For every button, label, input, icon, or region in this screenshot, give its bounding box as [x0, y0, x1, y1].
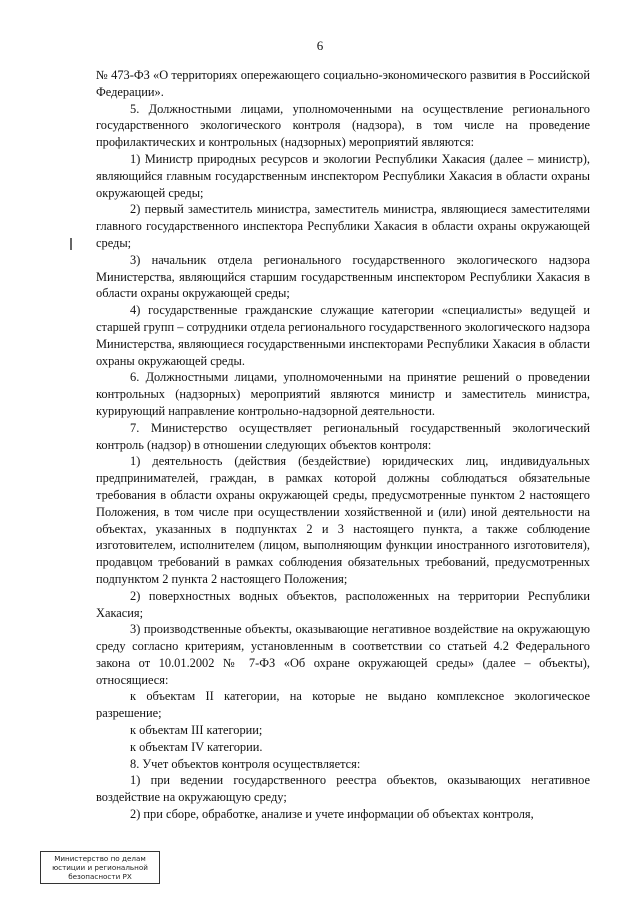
- paragraph-subitem: 1) деятельность (действия (бездействие) юридических лиц, индивидуальных предпринимателей, граждан, в рамках которой должны соблюдаться обязательные требования в области охраны окружающей среды, предусмотренные пунктом 2 настоящего Положения, в том числе при осуществлении хозяйственной и (или) иной деятельности на объектах, указанных в подпунктах 2 и 3 настоящего пункта, а также соблюдение изготовителем, исполнителем (лицом, выполняющим функции иностранного изготовителя), продавцом требований в рамках соблюдения обязательных требований, предусмотренных подпунктом 2 пункта 2 настоящего Положения;: [96, 454, 590, 586]
- paragraph-subitem: 4) государственные гражданские служащие категории «специалисты» ведущей и старшей групп – сотрудники отдела регионального государственного экологического надзора Министерства, являющиеся государственными инспекторами Республики Хакасия в области охраны окружающей среды.: [96, 303, 590, 368]
- paragraph-subitem: 2) первый заместитель министра, заместитель министра, являющиеся заместителями главного государственного инспектора Республики Хакасия в области охраны окружающей среды;: [96, 202, 590, 250]
- stamp-line: Министерство по делам: [54, 854, 146, 863]
- paragraph-category: к объектам IV категории.: [130, 739, 263, 754]
- stamp-line: безопасности РХ: [68, 872, 132, 881]
- paragraph-subitem: 1) при ведении государственного реестра объектов, оказывающих негативное воздействие на окружающую среду;: [96, 773, 590, 805]
- paragraph-item-8: 8. Учет объектов контроля осуществляется:: [130, 756, 361, 771]
- paragraph-item-5: 5. Должностными лицами, уполномоченными на осуществление регионального государственного экологического контроля (надзора), в том числе на проведение профилактических и контрольных (надзорных) мероприятий являются:: [96, 101, 590, 150]
- stamp-line: юстиции и региональной: [52, 863, 148, 872]
- paragraph-subitem: 2) при сборе, обработке, анализе и учете информации об объектах контроля,: [130, 807, 534, 822]
- paragraph-subitem: 3) производственные объекты, оказывающие негативное воздействие на окружающую среду согласно критериям, установленным в соответствии со статьей 4.2 Федерального закона от 10.01.2002 № 7-ФЗ «Об охране окружающей среды» (далее – объекты), относящиеся:: [96, 622, 590, 687]
- paragraph-category: к объектам III категории;: [130, 723, 263, 738]
- ministry-stamp: [40, 851, 160, 884]
- paragraph-subitem: 3) начальник отдела регионального государственного экологического надзора Министерства, являющийся старшим государственным инспектором Республики Хакасия в области охраны окружающей среды;: [96, 252, 590, 301]
- margin-mark: [70, 238, 72, 250]
- paragraph-item-7: 7. Министерство осуществляет региональный государственный экологический контроль (надзор) в отношении следующих объектов контроля:: [96, 420, 590, 452]
- document-body: [96, 67, 590, 823]
- paragraph-subitem: 2) поверхностных водных объектов, расположенных на территории Республики Хакасия;: [96, 588, 590, 620]
- page-number: 6: [316, 38, 324, 53]
- paragraph-item-6: 6. Должностными лицами, уполномоченными на принятие решений о проведении контрольных (надзорных) мероприятий являются министр и заместитель министра, курирующий направление контрольно-надзорной деятельности.: [96, 370, 590, 418]
- paragraph-subitem: 1) Министр природных ресурсов и экологии Республики Хакасия (далее – министр), являющийся главным государственным инспектором Республики Хакасия в области охраны окружающей среды;: [96, 151, 590, 200]
- paragraph-continuation: № 473-ФЗ «О территориях опережающего социально-экономического развития в Российской Федерации».: [96, 68, 590, 99]
- paragraph-category: к объектам II категории, на которые не выдано комплексное экологическое разрешение;: [96, 689, 590, 721]
